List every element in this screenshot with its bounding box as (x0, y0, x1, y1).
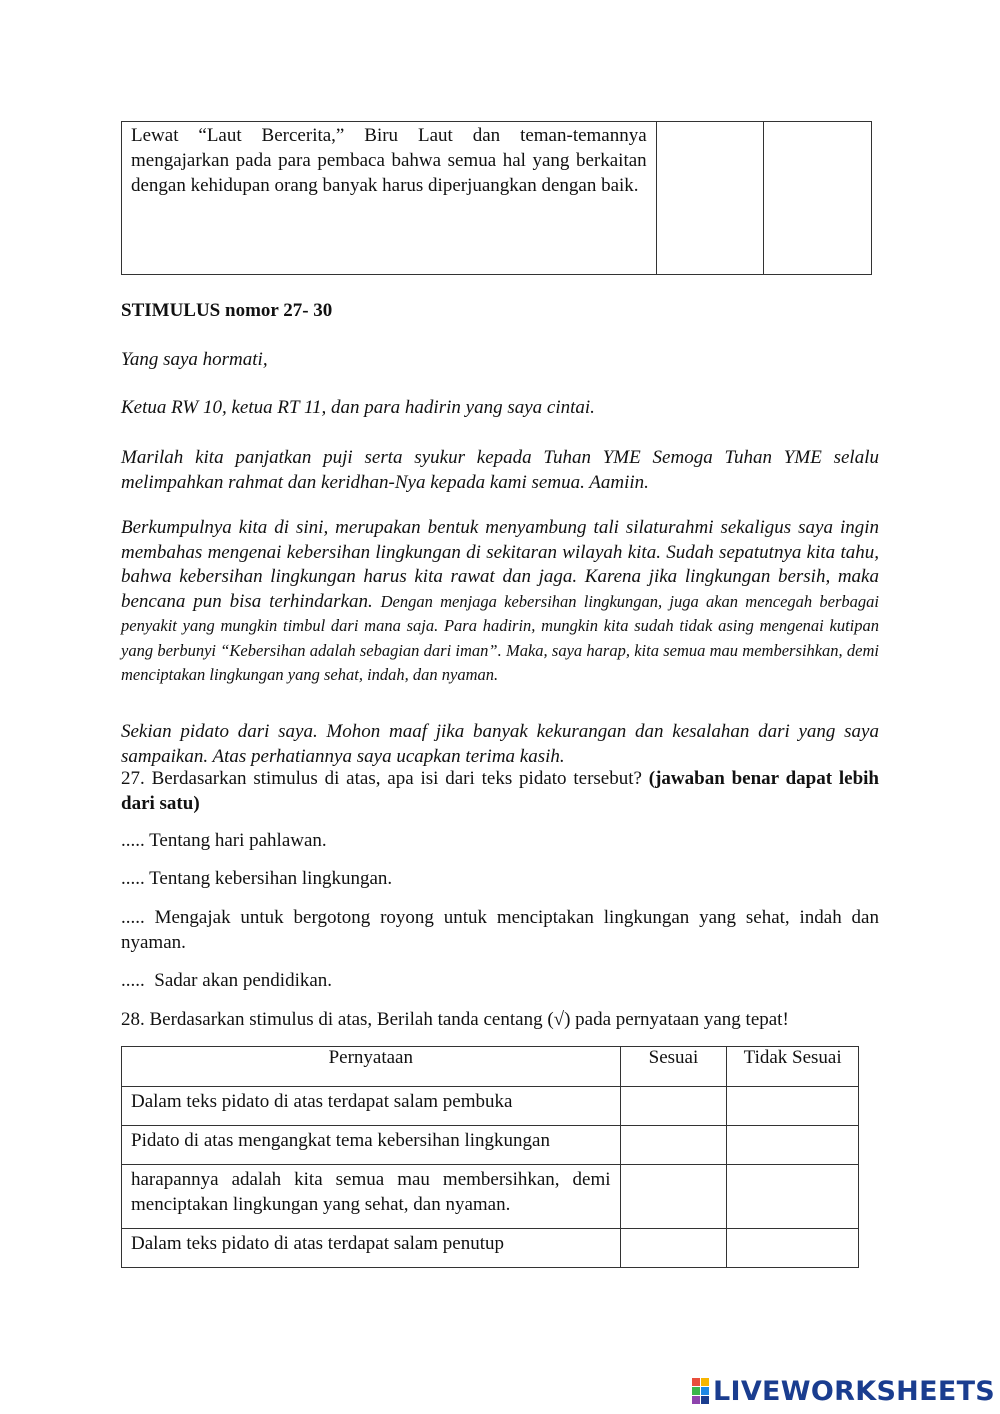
statement-cell (122, 1165, 621, 1229)
logo-square (701, 1378, 709, 1386)
speech-body (121, 516, 879, 688)
logo-square (692, 1387, 700, 1395)
speech-opening: Marilah kita panjatkan puji serta syukur kepada Tuhan YME Semoga Tuhan YME selalu melimpahkan rahmat dan keridhan-Nya kepada kami semua. Aamiin. (121, 447, 879, 493)
answer-cell-sesuai[interactable] (620, 1229, 727, 1268)
statement-text: Dalam teks pidato di atas terdapat salam penutup (131, 1233, 505, 1254)
q27-option-1[interactable]: ..... Tentang hari pahlawan. (121, 830, 327, 851)
statement-cell (122, 1126, 621, 1165)
answer-cell-sesuai[interactable] (656, 122, 764, 275)
speech-closing: Sekian pidato dari saya. Mohon maaf jika banyak kekurangan dan kesalahan dari yang saya sampaikan. Atas perhatiannya saya ucapkan terima kasih. (121, 721, 879, 767)
statement-text: Dalam teks pidato di atas terdapat salam pembuka (131, 1091, 513, 1112)
stimulus-heading: STIMULUS nomor 27- 30 (121, 300, 333, 321)
q28-table (121, 1046, 859, 1268)
table-row (122, 1229, 859, 1268)
speech-greeting: Yang saya hormati, (121, 349, 268, 370)
q27-option-4[interactable]: ..... Sadar akan pendidikan. (121, 970, 333, 991)
table-row (122, 1165, 859, 1229)
answer-cell-sesuai[interactable] (620, 1165, 727, 1229)
statement-cell (122, 122, 657, 275)
logo-square (692, 1378, 700, 1386)
speech-addressees: Ketua RW 10, ketua RT 11, dan para hadirin yang saya cintai. (121, 397, 595, 418)
logo-square (692, 1396, 700, 1404)
answer-cell-tidak-sesuai[interactable] (727, 1165, 859, 1229)
table-row (122, 1126, 859, 1165)
logo-square (701, 1396, 709, 1404)
answer-cell-tidak-sesuai[interactable] (727, 1126, 859, 1165)
q27-option-2[interactable]: ..... Tentang kebersihan lingkungan. (121, 868, 393, 889)
statement-text: Pidato di atas mengangkat tema kebersihan lingkungan (131, 1130, 550, 1151)
header-pernyataan: Pernyataan (122, 1047, 621, 1087)
q28-header-row (122, 1047, 859, 1087)
statement-text: harapannya adalah kita semua mau membersihkan, demi menciptakan lingkungan yang sehat, dan nyaman. (131, 1169, 611, 1215)
statement-cell (122, 1087, 621, 1126)
answer-cell-tidak-sesuai[interactable] (764, 122, 872, 275)
question-28-text: 28. Berdasarkan stimulus di atas, Berilah tanda centang (√) pada pernyataan yang tepat! (121, 1009, 789, 1030)
liveworksheets-logo (692, 1376, 995, 1406)
statement-cell (122, 1229, 621, 1268)
logo-square (701, 1387, 709, 1395)
question-27-note: (jawaban benar dapat lebih dari satu) (121, 768, 879, 814)
logo-mark-icon (692, 1378, 709, 1404)
answer-cell-sesuai[interactable] (620, 1126, 727, 1165)
answer-cell-sesuai[interactable] (620, 1087, 727, 1126)
logo-text: LIVEWORKSHEETS (713, 1375, 996, 1407)
speech-body-part1: Berkumpulnya kita di sini, merupakan bentuk menyambung tali silaturahmi sekaligus saya ingin membahas mengenai kebersihan lingkungan di sekitaran wilayah kita. Sudah sepatutnya kita tahu, bahwa kebersihan lingkungan harus kita rawat dan jaga. Karena jika lingkungan bersih, maka bencana pun bisa terhindarkan. (121, 517, 879, 612)
answer-cell-tidak-sesuai[interactable] (727, 1229, 859, 1268)
speech-body-part2: Dengan menjaga kebersihan lingkungan, juga akan mencegah berbagai penyakit yang mungkin timbul dari mana saja. Para hadirin, mungkin kita sudah tidak asing mengenai kutipan yang berbunyi “Kebersihan adalah sebagian dari iman”. Maka, saya harap, kita semua mau membersihkan, demi menciptakan lingkungan yang sehat, indah, dan nyaman. (121, 591, 879, 684)
statement-table-top (121, 121, 872, 275)
statement-text: Lewat “Laut Bercerita,” Biru Laut dan teman-temannya mengajarkan pada para pembaca bahwa semua hal yang berkaitan dengan kehidupan orang banyak harus diperjuangkan dengan baik. (131, 125, 647, 196)
header-tidak-sesuai: Tidak Sesuai (727, 1047, 859, 1087)
question-27 (121, 767, 879, 816)
header-sesuai: Sesuai (620, 1047, 727, 1087)
question-27-text: 27. Berdasarkan stimulus di atas, apa isi dari teks pidato tersebut? (121, 768, 642, 789)
table-row (122, 1087, 859, 1126)
answer-cell-tidak-sesuai[interactable] (727, 1087, 859, 1126)
q27-option-3[interactable]: ..... Mengajak untuk bergotong royong untuk menciptakan lingkungan yang sehat, indah dan nyaman. (121, 907, 879, 953)
